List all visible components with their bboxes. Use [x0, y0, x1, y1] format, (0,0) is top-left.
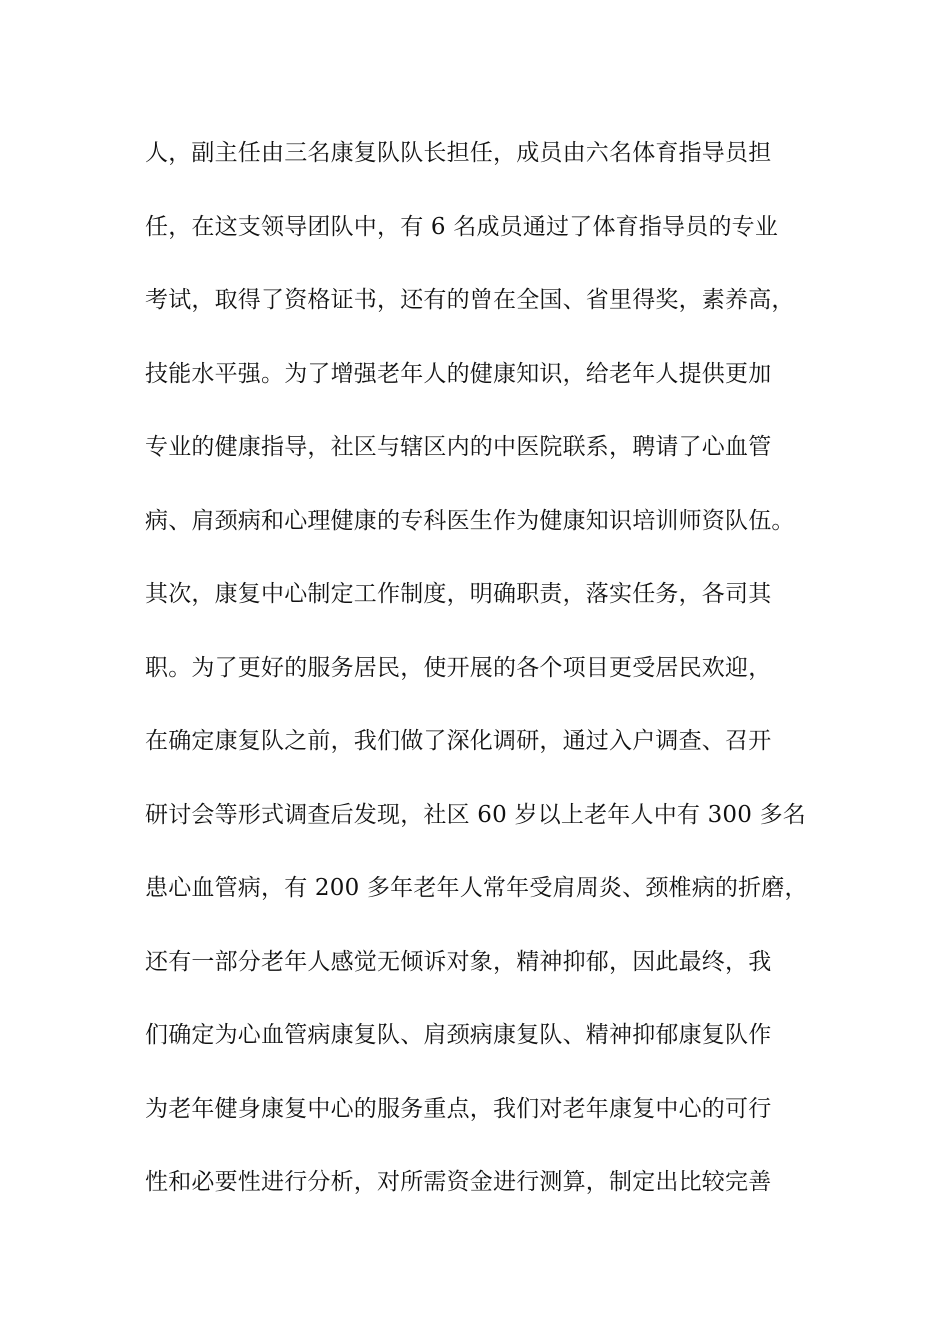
text-line: 专业的健康指导，社区与辖区内的中医院联系，聘请了心血管 [145, 434, 772, 460]
text-line: 们确定为心血管病康复队、肩颈病康复队、精神抑郁康复队作 [145, 1022, 772, 1048]
text-line: 为老年健身康复中心的服务重点，我们对老年康复中心的可行 [145, 1095, 772, 1122]
text-line: 在确定康复队之前，我们做了深化调研，通过入户调查、召开 [145, 728, 772, 754]
body-text [145, 132, 845, 1235]
text-line: 性和必要性进行分析，对所需资金进行测算，制定出比较完善 [145, 1169, 772, 1195]
text-line: 研讨会等形式调查后发现，社区 60 岁以上老年人中有 300 多名 [145, 801, 807, 828]
text-line: 职。为了更好的服务居民，使开展的各个项目更受居民欢迎， [145, 654, 772, 681]
text-line: 考试，取得了资格证书，还有的曾在全国、省里得奖，素养高， [145, 287, 795, 313]
text-line: 病、肩颈病和心理健康的专科医生作为健康知识培训师资队伍。 [145, 507, 795, 534]
text-line: 任，在这支领导团队中，有 6 名成员通过了体育指导员的专业 [145, 213, 779, 240]
text-line: 患心血管病，有 200 多年老年人常年受肩周炎、颈椎病的折磨， [145, 875, 808, 901]
text-line: 还有一部分老年人感觉无倾诉对象，精神抑郁，因此最终，我 [145, 948, 772, 975]
text-line: 技能水平强。为了增强老年人的健康知识，给老年人提供更加 [145, 360, 772, 387]
text-line: 其次，康复中心制定工作制度，明确职责，落实任务，各司其 [145, 581, 772, 607]
text-line: 人，副主任由三名康复队队长担任，成员由六名体育指导员担 [145, 140, 772, 166]
